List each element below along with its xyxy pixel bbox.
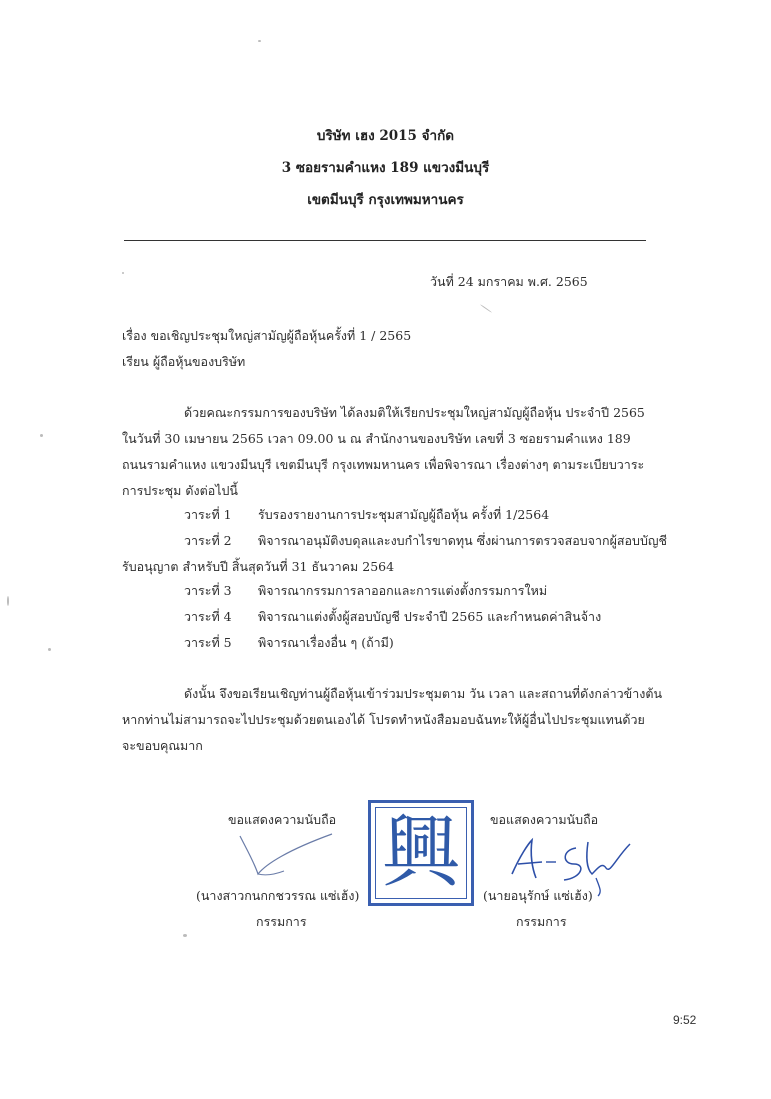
scan-speck <box>7 596 9 606</box>
agenda-text: พิจารณาแต่งตั้งผู้สอบบัญชี ประจำปี 2565 และกำหนดค่าสินจ้าง <box>258 609 602 624</box>
closing-line: ดังนั้น จึงขอเรียนเชิญท่านผู้ถือหุ้นเข้าร่วมประชุมตาม วัน เวลา และสถานที่ดังกล่าวข้างต้น <box>184 686 662 701</box>
company-seal <box>368 800 474 906</box>
seal-character: 興 <box>381 808 460 898</box>
right-signatory-name: (นายอนุรักษ์ แซ่เฮ้ง) <box>483 888 593 903</box>
agenda-label: วาระที่ 3 <box>184 583 232 598</box>
scan-speck <box>258 40 261 42</box>
intro-line: ถนนรามคำแหง แขวงมีนบุรี เขตมีนบุรี กรุงเทพมหานคร เพื่อพิจารณา เรื่องต่างๆ ตามระเบียบวาระ <box>122 457 645 472</box>
intro-line: ในวันที่ 30 เมษายน 2565 เวลา 09.00 น ณ สำนักงานของบริษัท เลขที่ 3 ซอยรามคำแหง 189 <box>122 431 631 446</box>
agenda-label: วาระที่ 2 <box>184 533 232 548</box>
scan-speck <box>40 434 43 437</box>
letter-date: วันที่ 24 มกราคม พ.ศ. 2565 <box>430 274 588 289</box>
agenda-text: พิจารณาเรื่องอื่น ๆ (ถ้ามี) <box>258 635 394 650</box>
agenda-text: พิจารณาอนุมัติงบดุลและงบกำไรขาดทุน ซึ่งผ่านการตรวจสอบจากผู้สอบบัญชี <box>258 533 668 548</box>
agenda-label: วาระที่ 1 <box>184 507 232 522</box>
scan-speck <box>183 934 187 937</box>
header-divider <box>124 240 646 241</box>
intro-line: ด้วยคณะกรรมการของบริษัท ได้ลงมติให้เรียกประชุมใหญ่สามัญผู้ถือหุ้น ประจำปี 2565 <box>184 405 645 420</box>
left-salutation: ขอแสดงความนับถือ <box>228 812 337 827</box>
right-signatory-title: กรรมการ <box>516 914 567 929</box>
intro-line: การประชุม ดังต่อไปนี้ <box>122 483 238 498</box>
left-signatory-name: (นางสาวกนกกชวรรณ แซ่เฮ้ง) <box>196 888 360 903</box>
letter-recipient: เรียน ผู้ถือหุ้นของบริษัท <box>122 354 246 369</box>
agenda-label: วาระที่ 5 <box>184 635 232 650</box>
page-number: 9:52 <box>673 1013 697 1027</box>
agenda-label: วาระที่ 4 <box>184 609 232 624</box>
company-address-line1: 3 ซอยรามคำแหง 189 แขวงมีนบุรี <box>281 160 490 176</box>
scan-speck <box>122 272 124 274</box>
right-salutation: ขอแสดงความนับถือ <box>490 812 599 827</box>
left-signature-mark <box>236 830 336 882</box>
company-address-line2: เขตมีนบุรี กรุงเทพมหานคร <box>307 192 464 208</box>
letter-subject: เรื่อง ขอเชิญประชุมใหญ่สามัญผู้ถือหุ้นครั้งที่ 1 / 2565 <box>122 328 412 343</box>
closing-line: จะขอบคุณมาก <box>122 738 203 753</box>
left-signatory-title: กรรมการ <box>256 914 307 929</box>
agenda-text-continued: รับอนุญาต สำหรับปี สิ้นสุดวันที่ 31 ธันวาคม 2564 <box>122 559 395 574</box>
closing-line: หากท่านไม่สามารถจะไปประชุมด้วยตนเองได้ โปรดทำหนังสือมอบฉันทะให้ผู้อื่นไปประชุมแทนด้วย <box>122 712 645 727</box>
agenda-text: รับรองรายงานการประชุมสามัญผู้ถือหุ้น ครั้งที่ 1/2564 <box>258 507 550 522</box>
scan-speck <box>48 648 51 651</box>
company-name: บริษัท เฮง 2015 จำกัด <box>316 128 455 144</box>
scan-speck <box>480 304 492 313</box>
agenda-text: พิจารณากรรมการลาออกและการแต่งตั้งกรรมการใหม่ <box>258 583 548 598</box>
